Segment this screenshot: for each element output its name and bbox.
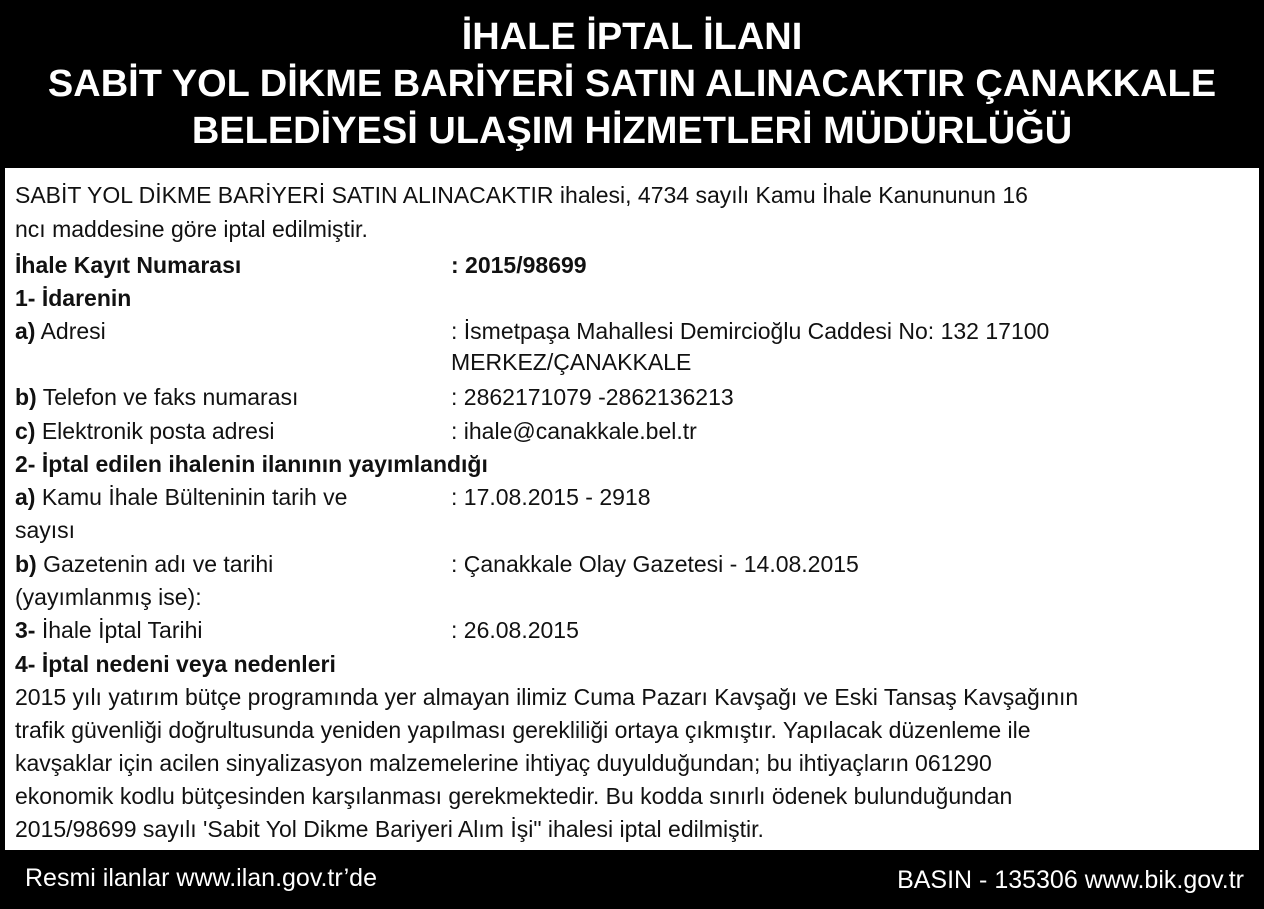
section1-b-value: : 2862171079 -2862136213 [451, 384, 734, 410]
section1-title: 1- İdarenin [15, 285, 132, 311]
header-subtitle-line1: SABİT YOL DİKME BARİYERİ SATIN ALINACAKTIR ÇANAKKALE [47, 63, 1217, 105]
section2-a-label-cont: sayısı [15, 517, 76, 543]
reason-line: kavşaklar için acilen sinyalizasyon malzemelerine ihtiyaç duyulduğundan; bu ihtiyaçların 061290 [15, 750, 992, 776]
item-label: Elektronik posta adresi [35, 418, 275, 444]
section1-a-value-cont: MERKEZ/ÇANAKKALE [451, 349, 692, 375]
reason-line: trafik güvenliği doğrultusunda yeniden yapılması gerekliliği ortaya çıkmıştır. Yapılacak düzenleme ile [15, 717, 1031, 743]
intro-line-1: SABİT YOL DİKME BARİYERİ SATIN ALINACAKTIR ihalesi, 4734 sayılı Kamu İhale Kanununun 16 [15, 182, 1028, 208]
reason-line: ekonomik kodlu bütçesinden karşılanması gerekmektedir. Bu kodda sınırlı ödenek bulunduğundan [15, 783, 1013, 809]
section1-c-value: : ihale@canakkale.bel.tr [451, 418, 697, 444]
item-number: 3- [15, 617, 36, 643]
item-label: Gazetenin adı ve tarihi [36, 551, 274, 577]
item-letter: a) [15, 484, 36, 510]
item-letter: b) [15, 384, 37, 410]
item-label: Telefon ve faks numarası [36, 384, 299, 410]
item-letter: b) [15, 551, 37, 577]
item-label: İhale İptal Tarihi [35, 617, 203, 643]
section1-a-label [15, 316, 106, 346]
section3-value: : 26.08.2015 [451, 617, 579, 643]
section2-title: 2- İptal edilen ihalenin ilanının yayımlandığı [15, 451, 488, 477]
announcement-footer [0, 852, 1264, 909]
section3-label [15, 615, 203, 645]
section2-a-label [15, 482, 347, 512]
header-title: İHALE İPTAL İLANI [461, 16, 803, 58]
section2-b-label-cont: (yayımlanmış ise): [15, 584, 202, 610]
item-label: Adresi [35, 318, 106, 344]
header-subtitle-line2: BELEDİYESİ ULAŞIM HİZMETLERİ MÜDÜRLÜĞÜ [191, 110, 1073, 152]
footer-official-ads-link: Resmi ilanlar www.ilan.gov.tr’de [25, 864, 377, 892]
item-label: Kamu İhale Bülteninin tarih ve [35, 484, 348, 510]
section2-b-value: : Çanakkale Olay Gazetesi - 14.08.2015 [451, 551, 859, 577]
section1-a-value: : İsmetpaşa Mahallesi Demircioğlu Caddesi No: 132 17100 [451, 318, 1050, 344]
section1-c-label [15, 416, 275, 446]
intro-line-2: ncı maddesine göre iptal edilmiştir. [15, 216, 368, 242]
reason-line: 2015 yılı yatırım bütçe programında yer almayan ilimiz Cuma Pazarı Kavşağı ve Eski Tansaş Kavşağının [15, 684, 1079, 710]
section2-a-value: : 17.08.2015 - 2918 [451, 484, 651, 510]
section4-title: 4- İptal nedeni veya nedenleri [15, 651, 336, 677]
registry-value: : 2015/98699 [451, 252, 587, 278]
reason-line: 2015/98699 sayılı 'Sabit Yol Dikme Bariyeri Alım İşi" ihalesi iptal edilmiştir. [15, 816, 764, 842]
registry-label: İhale Kayıt Numarası [15, 252, 242, 278]
section2-b-label [15, 549, 273, 579]
item-letter: c) [15, 418, 36, 444]
item-letter: a) [15, 318, 36, 344]
section1-b-label [15, 382, 298, 412]
announcement-body [5, 168, 1259, 850]
footer-press-reference: BASIN - 135306 www.bik.gov.tr [897, 866, 1244, 894]
announcement-header [0, 0, 1264, 165]
